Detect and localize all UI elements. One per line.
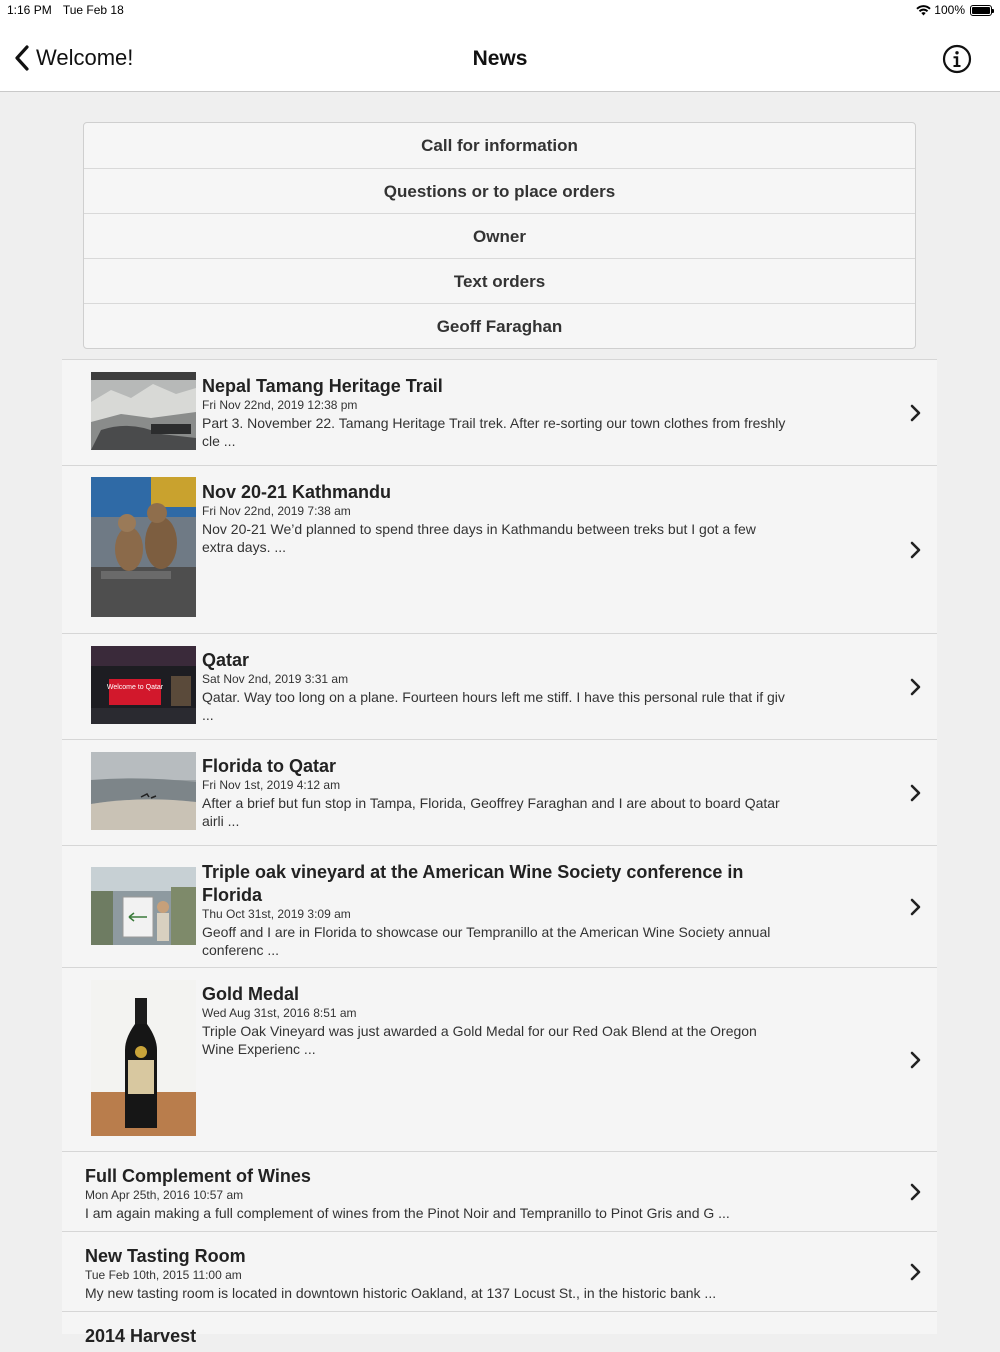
status-bar [0, 0, 1000, 20]
news-title: Triple oak vineyard at the American Wine Society conference in Florida [202, 862, 744, 905]
owner-button[interactable]: Owner [84, 213, 915, 258]
news-thumbnail-gold-medal [91, 980, 196, 1136]
status-time: 1:16 PM [7, 3, 52, 17]
info-icon [942, 44, 972, 74]
news-excerpt: Qatar. Way too long on a plane. Fourteen hours left me stiff. I have this personal rule that if giv ... [202, 689, 785, 723]
text-orders-button[interactable]: Text orders [84, 258, 915, 303]
news-title: 2014 Harvest [85, 1326, 197, 1346]
news-item-florida[interactable] [62, 740, 937, 846]
call-for-information-button[interactable]: Call for information [421, 136, 578, 155]
geoff-faraghan-button[interactable]: Geoff Faraghan [84, 303, 915, 348]
news-item-2014-harvest[interactable] [62, 1312, 937, 1352]
chevron-right-icon [909, 1051, 921, 1069]
news-thumbnail-qatar [91, 646, 196, 724]
news-excerpt: Triple Oak Vineyard was just awarded a Gold Medal for our Red Oak Blend at the Oregon Wine Experienc ... [202, 1023, 757, 1057]
news-excerpt: I am again making a full complement of wines from the Pinot Noir and Tempranillo to Pinot Gris and G ... [85, 1205, 730, 1221]
questions-orders-button[interactable]: Questions or to place orders [84, 168, 915, 213]
chevron-right-icon [909, 1263, 921, 1281]
news-thumbnail-kathmandu [91, 477, 196, 617]
page-title: News [472, 47, 528, 70]
battery-level [972, 7, 990, 14]
chevron-right-icon [909, 404, 921, 422]
chevron-right-icon [909, 898, 921, 916]
news-item-new-tasting-room[interactable] [62, 1232, 937, 1312]
news-title: Nov 20-21 Kathmandu [202, 482, 392, 502]
info-button[interactable] [942, 44, 972, 74]
qatar-sign-text: Welcome to Qatar [106, 684, 164, 691]
news-title: New Tasting Room [85, 1246, 246, 1266]
news-date: Fri Nov 22nd, 2019 12:38 pm [202, 398, 358, 412]
news-excerpt: Part 3. November 22. Tamang Heritage Trail trek. After re-sorting our town clothes from freshly cle ... [202, 415, 786, 449]
news-title: Qatar [202, 650, 250, 670]
news-date: Fri Nov 22nd, 2019 7:38 am [202, 504, 351, 518]
news-date: Sat Nov 2nd, 2019 3:31 am [202, 672, 349, 686]
news-item-qatar[interactable] [62, 634, 937, 740]
news-date: Thu Oct 31st, 2019 3:09 am [202, 907, 351, 921]
news-excerpt: My new tasting room is located in downtown historic Oakland, at 137 Locust St., in the historic bank ... [85, 1285, 717, 1301]
news-thumbnail-nepal [91, 372, 196, 450]
news-thumbnail-conference [91, 867, 196, 945]
news-excerpt: After a brief but fun stop in Tampa, Florida, Geoffrey Faraghan and I are about to board Qatar airli ... [202, 795, 780, 829]
status-right [916, 3, 992, 17]
news-date: Wed Aug 31st, 2016 8:51 am [202, 1006, 357, 1020]
chevron-right-icon [909, 678, 921, 696]
back-button-label: Welcome! [36, 45, 134, 70]
contact-options [83, 122, 916, 349]
news-title: Gold Medal [202, 984, 300, 1004]
navigation-bar [0, 20, 1000, 92]
news-date: Tue Feb 10th, 2015 11:00 am [85, 1268, 242, 1282]
news-thumbnail-florida [91, 752, 196, 830]
news-item-gold-medal[interactable] [62, 968, 937, 1152]
news-excerpt: Geoff and I are in Florida to showcase our Tempranillo at the American Wine Society annual conferenc ... [202, 924, 771, 958]
battery-percent: 100% [934, 3, 965, 17]
status-left [7, 3, 132, 17]
news-title: Florida to Qatar [202, 756, 337, 776]
chevron-right-icon [909, 784, 921, 802]
news-excerpt: Nov 20-21 We’d planned to spend three days in Kathmandu between treks but I got a few extra days. ... [202, 521, 756, 555]
news-date: Fri Nov 1st, 2019 4:12 am [202, 778, 341, 792]
status-date: Tue Feb 18 [62, 3, 124, 17]
news-item-kathmandu[interactable] [62, 466, 937, 634]
news-date: Mon Apr 25th, 2016 10:57 am [85, 1188, 244, 1202]
news-item-nepal[interactable] [62, 360, 937, 466]
wifi-icon [916, 5, 931, 16]
news-item-triple-oak-conference[interactable] [62, 846, 937, 968]
news-title: Full Complement of Wines [85, 1166, 311, 1186]
news-item-full-complement[interactable] [62, 1152, 937, 1232]
chevron-right-icon [909, 1183, 921, 1201]
news-title: Nepal Tamang Heritage Trail [202, 376, 443, 396]
chevron-right-icon [909, 541, 921, 559]
news-list [62, 359, 937, 1346]
battery-icon [970, 5, 992, 16]
